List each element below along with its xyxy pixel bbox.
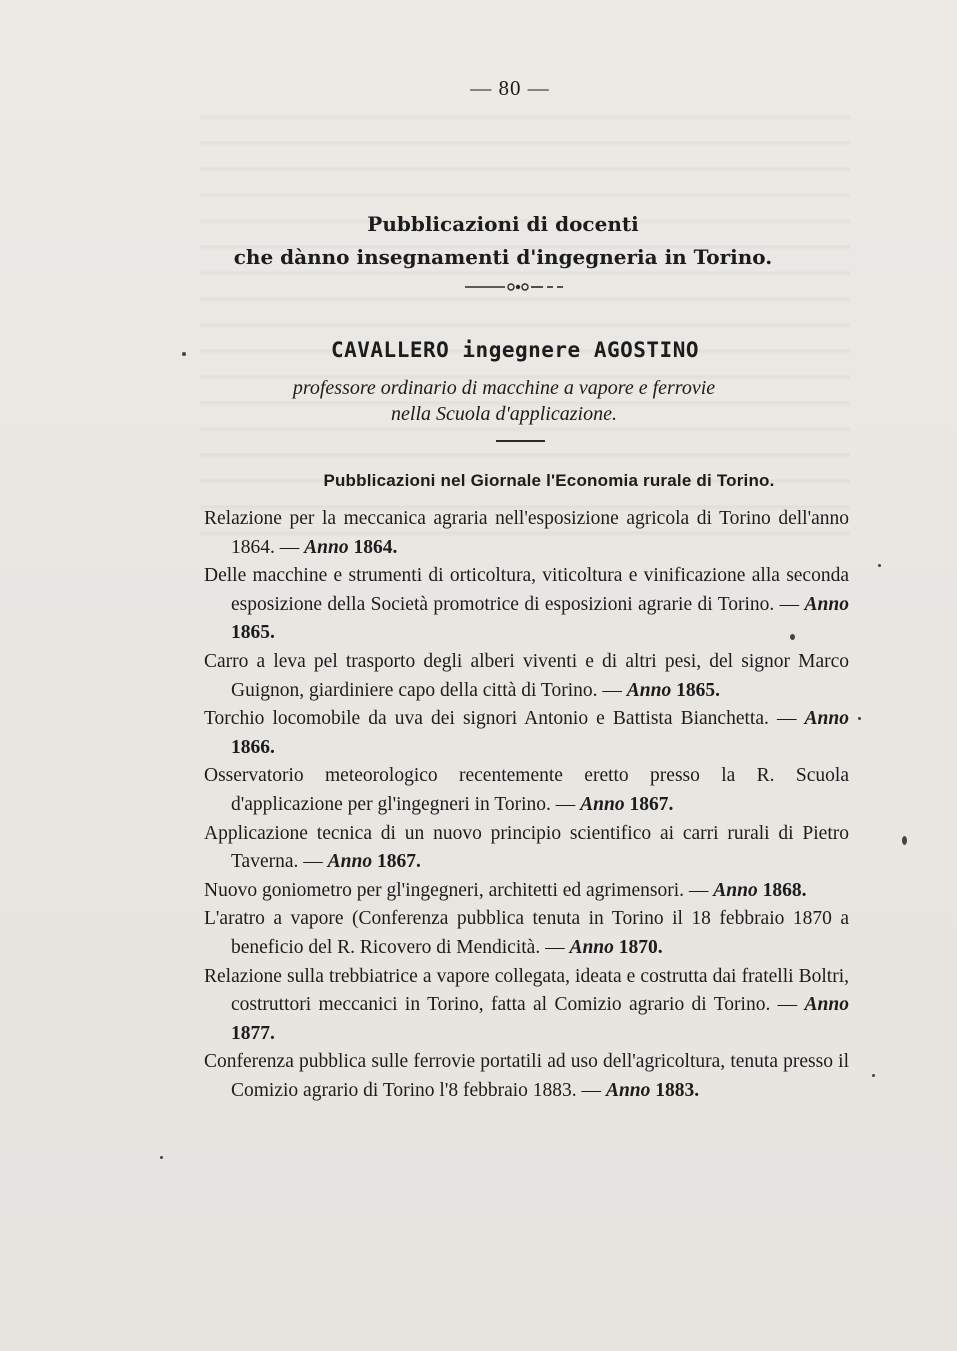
entry-year: 1867.: [629, 793, 674, 815]
publication-entry: [204, 1048, 849, 1105]
section-rule: [496, 440, 545, 442]
paper-speck: [872, 1074, 875, 1077]
entry-year: 1865.: [231, 622, 275, 644]
publication-entry: [204, 905, 849, 962]
entry-year: 1877.: [231, 1022, 275, 1044]
publication-entry: [204, 762, 849, 819]
publication-entry: [204, 963, 849, 1049]
entry-text: Delle macchine e strumenti di orticoltura, viticoltura e vinificazione alla seconda esposizione della Società promotrice di esposizioni agrarie di Torino. —: [204, 565, 849, 615]
paper-speck: [790, 634, 795, 640]
publication-entry: [204, 648, 849, 705]
entry-year-label: Anno: [626, 679, 672, 701]
entry-text: Carro a leva pel trasporto degli alberi viventi e di altri pesi, del signor Marco Guignon, giardiniere capo della città di Torino. —: [204, 650, 849, 701]
entry-text: Relazione sulla trebbiatrice a vapore collegata, ideata e costrutta dai fratelli Boltri, costruttori meccanici in Torino, fatta al Comizio agrario di Torino. —: [204, 965, 849, 1016]
entry-text: L'aratro a vapore (Conferenza pubblica tenuta in Torino il 18 febbraio 1870 a beneficio del R. Ricovero di Mendicità. —: [204, 908, 849, 958]
publication-entry: [204, 820, 849, 877]
page-number: — 80 —: [470, 76, 550, 100]
paper-speck: [182, 352, 186, 356]
entry-year: 1866.: [231, 736, 275, 758]
publication-entry: [204, 705, 849, 762]
entry-year-label: Anno: [804, 994, 849, 1016]
entry-year-label: Anno: [605, 1079, 651, 1101]
publication-list: [204, 505, 849, 1105]
entry-year: 1870.: [618, 936, 663, 958]
publication-entry: [204, 505, 849, 562]
entry-year: 1864.: [353, 536, 398, 558]
paper-speck: [902, 836, 907, 845]
entry-year-label: Anno: [569, 936, 614, 958]
paper-speck: [878, 564, 881, 567]
author-role-line-2: nella Scuola d'applicazione.: [391, 403, 617, 425]
paper-speck: [160, 1156, 163, 1159]
entry-text: Relazione per la meccanica agraria nell'esposizione agricola di Torino dell'anno 1864. —: [204, 508, 849, 558]
entry-text: Applicazione tecnica di un nuovo principio scientifico ai carri rurali di Pietro Taverna. —: [204, 822, 849, 873]
section-title: Pubblicazioni nel Giornale l'Economia rurale di Torino.: [323, 471, 775, 490]
entry-text: Conferenza pubblica sulle ferrovie portatili ad uso dell'agricoltura, tenuta presso il Comizio agrario di Torino l'8 febbraio 1883. —: [204, 1051, 849, 1101]
entry-year-label: Anno: [580, 793, 625, 815]
entry-year-label: Anno: [304, 536, 349, 558]
entry-year: 1883.: [655, 1079, 700, 1101]
entry-text: Torchio locomobile da uva dei signori Antonio e Battista Bianchetta. —: [204, 708, 805, 730]
entry-text: Osservatorio meteorologico recentemente eretto presso la R. Scuola d'applicazione per gl'ingegneri in Torino. —: [204, 765, 849, 815]
entry-year: 1868.: [762, 879, 807, 901]
entry-year: 1867.: [376, 851, 421, 873]
author-role-line-1: professore ordinario di macchine a vapore e ferrovie: [292, 377, 716, 399]
author-name: CAVALLERO ingegnere AGOSTINO: [330, 338, 699, 362]
paper-speck: [858, 717, 861, 720]
ornament-divider: [463, 280, 573, 294]
entry-year: 1865.: [676, 679, 720, 701]
publication-entry: [204, 562, 849, 648]
publication-entry: [204, 877, 849, 906]
entry-year-label: Anno: [804, 708, 849, 730]
entry-year-label: Anno: [713, 879, 758, 901]
heading-line-2: che dànno insegnamenti d'ingegneria in Torino.: [233, 245, 773, 269]
heading-line-1: Pubblicazioni di docenti: [367, 212, 639, 236]
entry-year-label: Anno: [327, 851, 373, 873]
entry-year-label: Anno: [804, 593, 849, 615]
entry-text: Nuovo goniometro per gl'ingegneri, architetti ed agrimensori. —: [204, 879, 714, 901]
